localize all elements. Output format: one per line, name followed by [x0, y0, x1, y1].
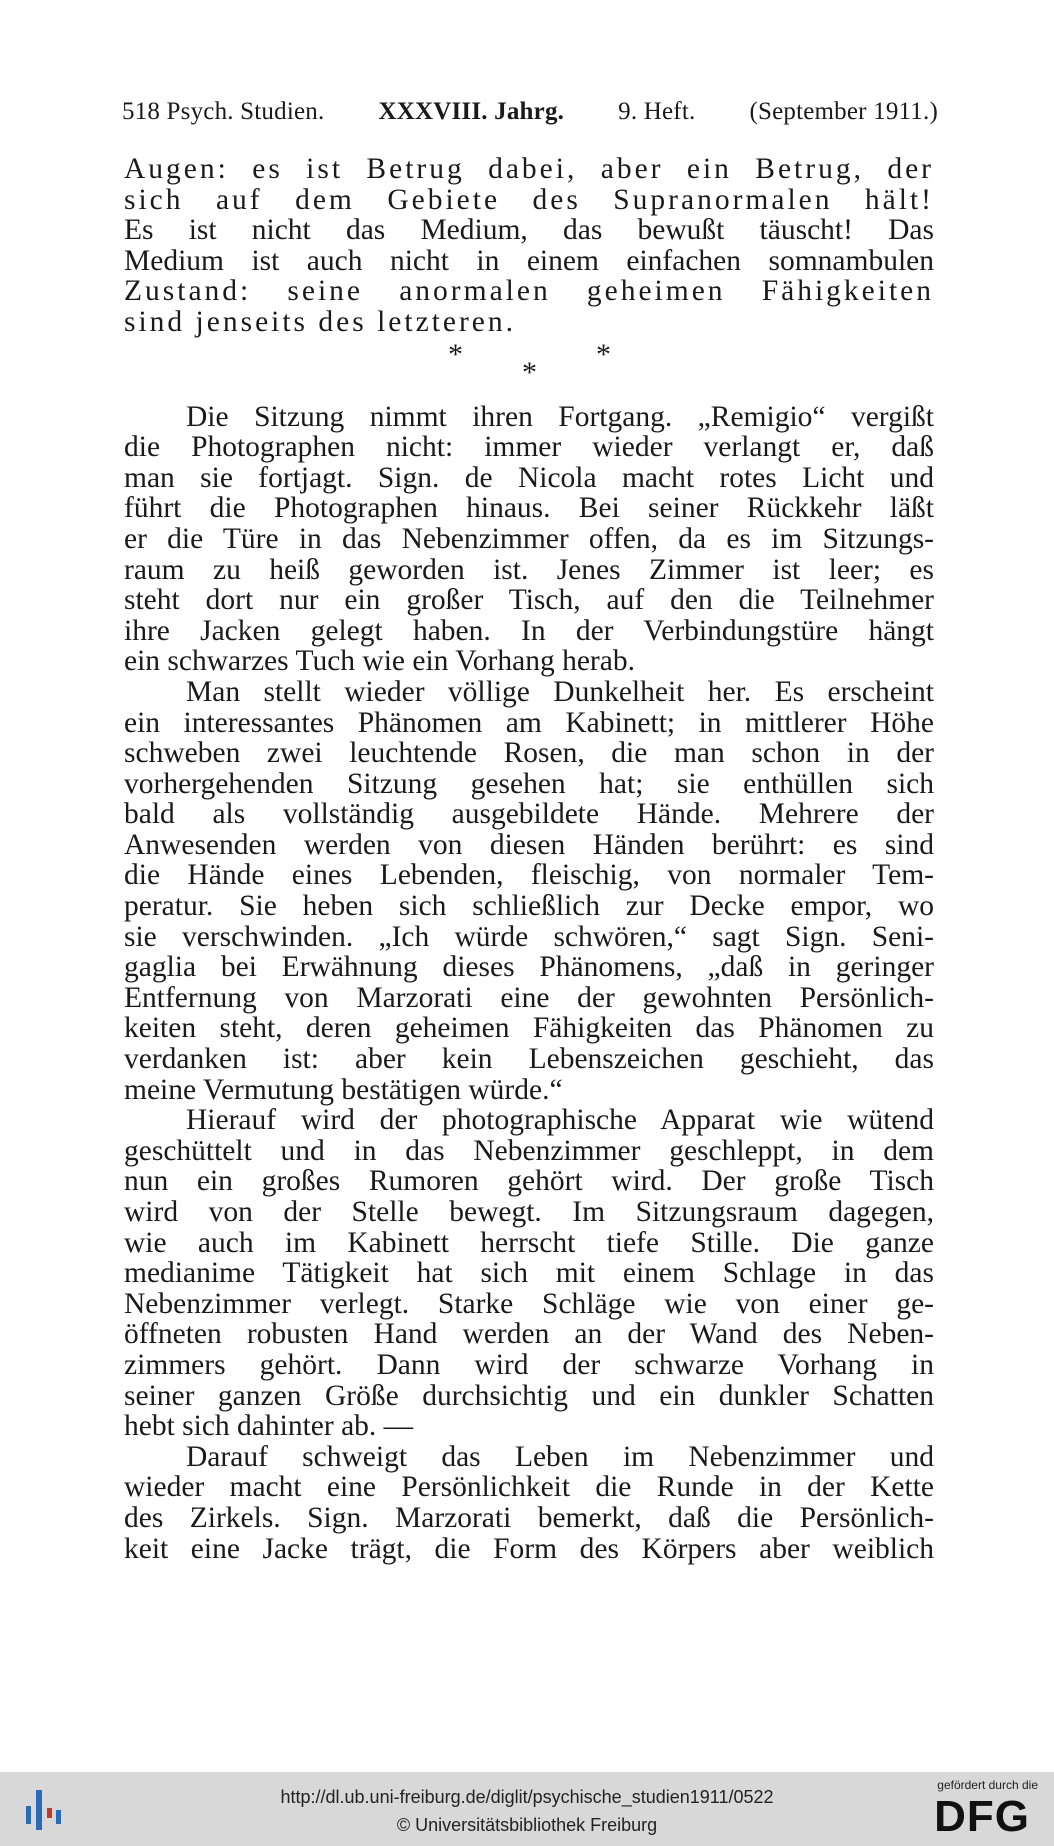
text-line: raum zu heiß geworden ist. Jenes Zimmer ist leer; es [124, 553, 934, 586]
permalink-url[interactable]: http://dl.ub.uni-freiburg.de/diglit/psychische_studien1911/0522 [280, 1787, 774, 1807]
running-header [122, 98, 938, 126]
text-line: er die Türe in das Nebenzimmer offen, da es im Sitzungs- [124, 522, 934, 555]
text-line: keiten steht, deren geheimen Fähigkeiten das Phänomen zu [124, 1012, 934, 1045]
text-line: gaglia bei Erwähnung dieses Phänomens, „daß in geringer [124, 951, 934, 984]
paragraph-2 [124, 402, 934, 677]
text-line: hebt sich dahinter ab. — [124, 1410, 414, 1443]
text-line: geschüttelt und in das Nebenzimmer geschleppt, in dem [124, 1134, 934, 1167]
text-line: peratur. Sie heben sich schließlich zur Decke empor, wo [124, 890, 934, 923]
text-line: Darauf schweigt das Leben im Nebenzimmer und [186, 1440, 934, 1473]
text-line: wie auch im Kabinett herrscht tiefe Stille. Die ganze [124, 1226, 934, 1259]
text-line: Es ist nicht das Medium, das bewußt täuscht! Das [124, 214, 934, 247]
header-issue: 9. Heft. [618, 98, 696, 125]
text-line: wird von der Stelle bewegt. Im Sitzungsraum dagegen, [124, 1196, 934, 1228]
text-line: seiner ganzen Größe durchsichtig und ein dunkler Schatten [124, 1379, 934, 1412]
copyright-notice: © Universitätsbibliothek Freiburg [396, 1815, 658, 1835]
text-line: Hierauf wird der photographische Apparat wie wütend [186, 1104, 934, 1137]
paragraph-4 [124, 1105, 934, 1442]
text-line: schweben zwei leuchtende Rosen, die man schon in der [124, 737, 934, 770]
paragraph-3 [124, 677, 934, 1105]
text-line: sie verschwinden. „Ich würde schwören,“ sagt Sign. Seni- [124, 920, 934, 953]
text-line: keit eine Jacke trägt, die Form des Körpers aber weiblich [124, 1532, 934, 1565]
text-line: ihre Jacken gelegt haben. In der Verbindungstüre hängt [124, 614, 934, 647]
dfg-logo [908, 1778, 1038, 1842]
text-line: Augen: es ist Betrug dabei, aber ein Betrug, der [124, 153, 934, 185]
text-line: ein interessantes Phänomen am Kabinett; in mittlerer Höhe [124, 706, 934, 739]
header-page-and-journal: 518 Psych. Studien. [122, 98, 325, 125]
text-line: Zustand: seine anormalen geheimen Fähigkeiten [124, 275, 934, 308]
text-line: bald als vollständig ausgebildete Hände. Mehrere der [124, 798, 934, 831]
body-text [124, 154, 934, 1564]
text-line: wieder macht eine Persönlichkeit die Runde in der Kette [124, 1471, 934, 1504]
text-line: sich auf dem Gebiete des Supranormalen hält! [124, 183, 934, 216]
asterisk: * [448, 337, 463, 371]
dfg-funding-label: gefördert durch die [937, 1778, 1038, 1792]
text-line: nun ein großes Rumoren gehört wird. Der große Tisch [124, 1165, 934, 1198]
text-line: verdanken ist: aber kein Lebenszeichen geschieht, das [124, 1043, 934, 1076]
text-line: sind jenseits des letzteren. [124, 305, 517, 338]
text-line: führt die Photographen hinaus. Bei seiner Rückkehr läßt [124, 492, 934, 525]
text-line: Die Sitzung nimmt ihren Fortgang. „Remigio“ vergißt [186, 400, 934, 433]
text-line: Man stellt wieder völlige Dunkelheit her. Es erscheint [186, 675, 934, 708]
text-line: meine Vermutung bestätigen würde.“ [124, 1073, 563, 1106]
asterisk: * [522, 355, 537, 389]
text-line: ein schwarzes Tuch wie ein Vorhang herab. [124, 645, 635, 678]
paragraph-5 [124, 1442, 934, 1564]
viewer-footer [0, 1772, 1054, 1846]
text-line: Entfernung von Marzorati eine der gewohnten Persönlich- [124, 981, 934, 1014]
text-line: man sie fortjagt. Sign. de Nicola macht rotes Licht und [124, 461, 934, 494]
asterisk: * [596, 337, 611, 371]
text-line: steht dort nur ein großer Tisch, auf den die Teilnehmer [124, 584, 934, 617]
text-line: öffneten robusten Hand werden an der Wand des Neben- [124, 1318, 934, 1351]
text-line: vorhergehenden Sitzung gesehen hat; sie enthüllen sich [124, 767, 934, 800]
text-line: die Photographen nicht: immer wieder verlangt er, daß [124, 431, 934, 464]
text-line: die Hände eines Lebenden, fleischig, von normaler Tem- [124, 859, 934, 892]
text-line: Medium ist auch nicht in einem einfachen somnambulen [124, 244, 934, 277]
paragraph-1 [124, 154, 934, 338]
text-line: Anwesenden werden von diesen Händen berührt: es sind [124, 828, 934, 861]
header-date: (September 1911.) [749, 98, 938, 125]
text-line: zimmers gehört. Dann wird der schwarze Vorhang in [124, 1348, 934, 1381]
text-line: des Zirkels. Sign. Marzorati bemerkt, daß die Persönlich- [124, 1501, 934, 1534]
text-line: medianime Tätigkeit hat sich mit einem Schlage in das [124, 1257, 934, 1290]
section-separator [124, 338, 934, 402]
dfg-logo-text: DFG [934, 1792, 1030, 1841]
header-volume: XXXVIII. Jahrg. [378, 98, 565, 125]
text-line: Nebenzimmer verlegt. Starke Schläge wie von einer ge- [124, 1287, 934, 1320]
